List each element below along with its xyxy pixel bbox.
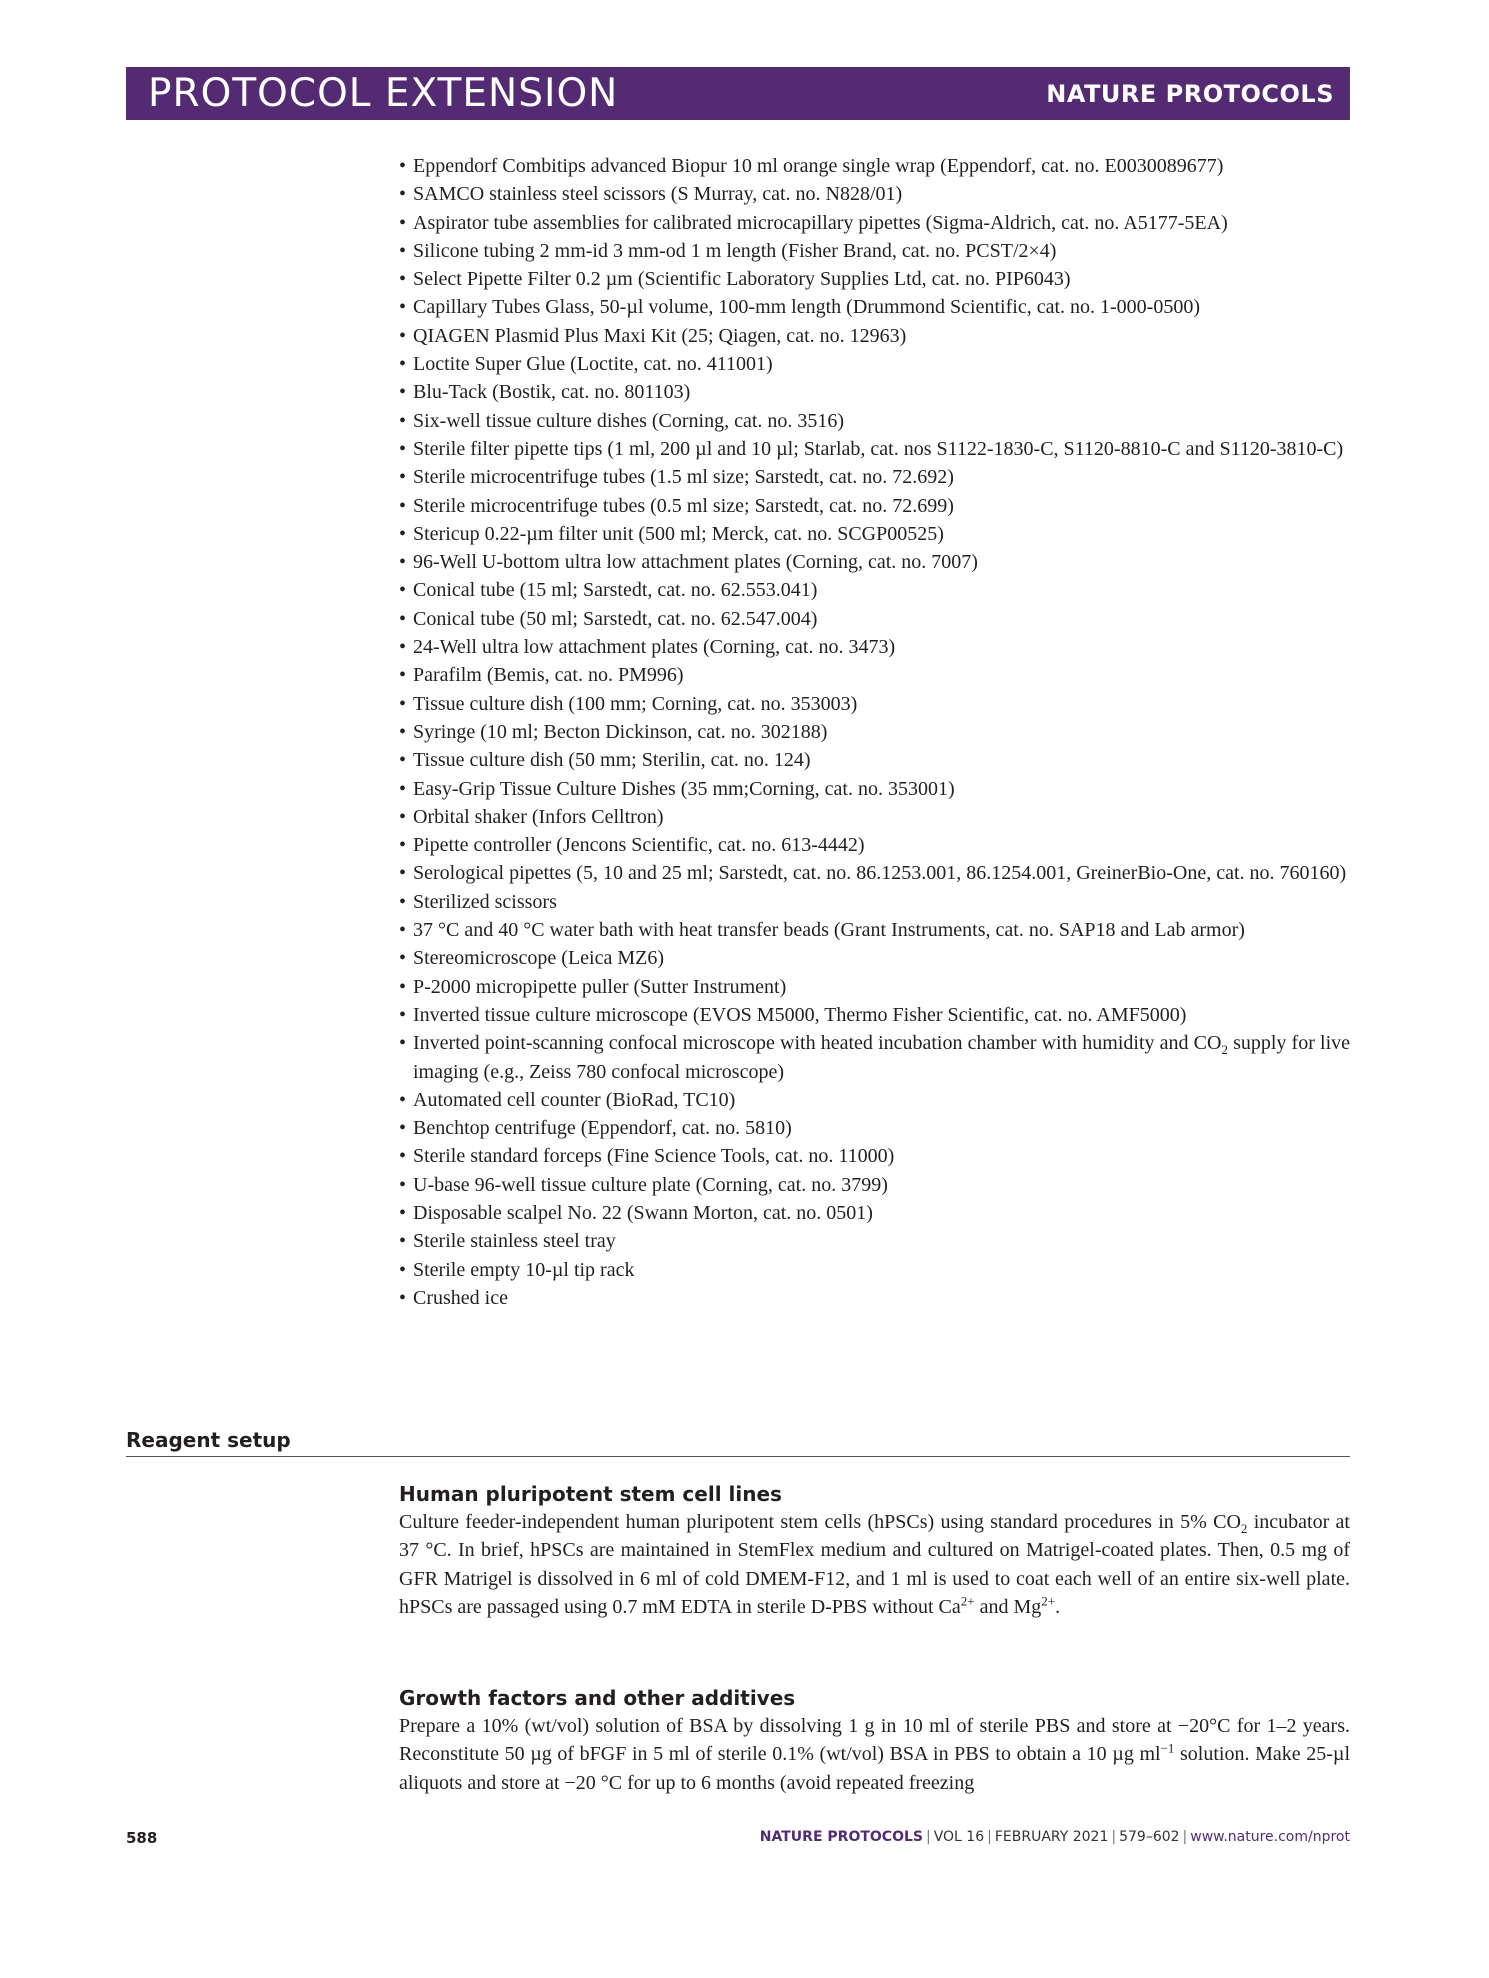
list-item: • Sterile microcentrifuge tubes (1.5 ml size; Sarstedt, cat. no. 72.692) (399, 463, 1350, 491)
superscript: 2+ (1041, 1593, 1056, 1609)
list-item: • Automated cell counter (BioRad, TC10) (399, 1086, 1350, 1114)
list-item: • Tissue culture dish (100 mm; Corning, cat. no. 353003) (399, 690, 1350, 718)
list-item: • Crushed ice (399, 1284, 1350, 1312)
list-item: • 37 °C and 40 °C water bath with heat transfer beads (Grant Instruments, cat. no. SAP18 and Lab armor) (399, 916, 1350, 944)
list-item: • P-2000 micropipette puller (Sutter Instrument) (399, 973, 1350, 1001)
paragraph-growth-factors (399, 1712, 1350, 1797)
list-item: • Blu-Tack (Bostik, cat. no. 801103) (399, 378, 1350, 406)
list-item: • Easy-Grip Tissue Culture Dishes (35 mm;Corning, cat. no. 353001) (399, 775, 1350, 803)
list-item: • Sterile microcentrifuge tubes (0.5 ml size; Sarstedt, cat. no. 72.699) (399, 492, 1350, 520)
list-item: • Benchtop centrifuge (Eppendorf, cat. no. 5810) (399, 1114, 1350, 1142)
text-run: solution. Make 25-µl aliquots and store at −20 °C for up to 6 months (avoid repeated freezing (399, 1743, 1350, 1794)
list-item: • Eppendorf Combitips advanced Biopur 10 ml orange single wrap (Eppendorf, cat. no. E0030089677) (399, 152, 1350, 180)
list-item: • Sterile stainless steel tray (399, 1227, 1350, 1255)
footer-volume: VOL 16 (933, 1829, 985, 1845)
text-run: Prepare a 10% (wt/vol) solution of BSA by dissolving 1 g in 10 ml of sterile PBS and store at −20°C for 1–2 years. Reconstitute 50 µg of bFGF in 5 ml of sterile 0.1% (wt/vol) BSA in PBS to obtain a 10 µg ml (399, 1715, 1350, 1766)
list-item: • Sterile standard forceps (Fine Science Tools, cat. no. 11000) (399, 1142, 1350, 1170)
co2-subscript: 2 (1221, 1042, 1228, 1058)
list-item: • Serological pipettes (5, 10 and 25 ml; Sarstedt, cat. no. 86.1253.001, 86.1254.001, GreinerBio-One, cat. no. 760160) (399, 859, 1350, 887)
section-type: PROTOCOL EXTENSION (148, 71, 619, 116)
list-item: • Conical tube (15 ml; Sarstedt, cat. no. 62.553.041) (399, 576, 1350, 604)
list-item: • Conical tube (50 ml; Sarstedt, cat. no. 62.547.004) (399, 605, 1350, 633)
list-item: • Aspirator tube assemblies for calibrated microcapillary pipettes (Sigma-Aldrich, cat. no. A5177-5EA) (399, 209, 1350, 237)
list-item: • Stericup 0.22-µm filter unit (500 ml; Merck, cat. no. SCGP00525) (399, 520, 1350, 548)
footer-url-link[interactable]: www.nature.com/nprot (1190, 1829, 1350, 1845)
list-item: • 96-Well U-bottom ultra low attachment plates (Corning, cat. no. 7007) (399, 548, 1350, 576)
confocal-text: Inverted point-scanning confocal microscope with heated incubation chamber with humidity and CO (413, 1032, 1222, 1055)
list-item: • Loctite Super Glue (Loctite, cat. no. 411001) (399, 350, 1350, 378)
superscript: 2+ (960, 1593, 975, 1609)
text-run: Culture feeder-independent human pluripotent stem cells (hPSCs) using standard procedures in 5% CO (399, 1511, 1241, 1533)
list-item: • Sterile empty 10-µl tip rack (399, 1256, 1350, 1284)
list-item: • Stereomicroscope (Leica MZ6) (399, 944, 1350, 972)
section-heading-reagent-setup: Reagent setup (126, 1428, 1350, 1457)
list-item: • Orbital shaker (Infors Celltron) (399, 803, 1350, 831)
journal-name: NATURE PROTOCOLS (1046, 79, 1334, 108)
text-run: incubator at 37 °C. In brief, hPSCs are maintained in StemFlex medium and cultured on Matrigel-coated plates. Then, 0.5 mg of GFR Matrigel is dissolved in 6 ml of cold DMEM-F12, and 1 ml is used to coat each well of an entire six-well plate. hPSCs are passaged using 0.7 mM EDTA in sterile D-PBS without Ca (399, 1511, 1350, 1618)
list-item: • Inverted tissue culture microscope (EVOS M5000, Thermo Fisher Scientific, cat. no. AMF5000) (399, 1001, 1350, 1029)
list-item: • Sterile filter pipette tips (1 ml, 200 µl and 10 µl; Starlab, cat. nos S1122-1830-C, S1120-8810-C and S1120-3810-C) (399, 435, 1350, 463)
list-item: • Tissue culture dish (50 mm; Sterilin, cat. no. 124) (399, 746, 1350, 774)
paragraph-hpsc (399, 1508, 1350, 1621)
text-run: and Mg (974, 1595, 1042, 1618)
list-item: • Sterilized scissors (399, 888, 1350, 916)
footer-pages: 579–602 (1119, 1829, 1180, 1845)
list-item: • SAMCO stainless steel scissors (S Murray, cat. no. N828/01) (399, 180, 1350, 208)
footer-citation (760, 1829, 1350, 1845)
list-item: • QIAGEN Plasmid Plus Maxi Kit (25; Qiagen, cat. no. 12963) (399, 322, 1350, 350)
footer-date: FEBRUARY 2021 (994, 1829, 1109, 1845)
list-item: • Silicone tubing 2 mm-id 3 mm-od 1 m length (Fisher Brand, cat. no. PCST/2×4) (399, 237, 1350, 265)
list-item: • Six-well tissue culture dishes (Corning, cat. no. 3516) (399, 407, 1350, 435)
separator: | (1182, 1829, 1188, 1845)
list-item: • Capillary Tubes Glass, 50-µl volume, 100-mm length (Drummond Scientific, cat. no. 1-000-0500) (399, 293, 1350, 321)
text-run: . (1055, 1595, 1061, 1618)
list-item: • Parafilm (Bemis, cat. no. PM996) (399, 661, 1350, 689)
subheading-hpsc: Human pluripotent stem cell lines (399, 1482, 782, 1506)
superscript: −1 (1160, 1740, 1175, 1756)
footer-journal: NATURE PROTOCOLS (759, 1829, 923, 1845)
equipment-list (399, 152, 1350, 1312)
list-item: • U-base 96-well tissue culture plate (Corning, cat. no. 3799) (399, 1171, 1350, 1199)
subscript: 2 (1240, 1521, 1248, 1536)
list-item: • Select Pipette Filter 0.2 µm (Scientific Laboratory Supplies Ltd, cat. no. PIP6043) (399, 265, 1350, 293)
separator: | (987, 1829, 992, 1845)
separator: | (1111, 1829, 1117, 1845)
list-item: • Syringe (10 ml; Becton Dickinson, cat. no. 302188) (399, 718, 1350, 746)
list-item: • Pipette controller (Jencons Scientific, cat. no. 613-4442) (399, 831, 1350, 859)
header-banner (126, 67, 1350, 120)
page-number: 588 (126, 1829, 158, 1847)
list-item: • 24-Well ultra low attachment plates (Corning, cat. no. 3473) (399, 633, 1350, 661)
confocal-tail: supply for live imaging (e.g., Zeiss 780 confocal microscope) (413, 1032, 1350, 1083)
list-item-confocal (399, 1029, 1350, 1086)
list-item: • Disposable scalpel No. 22 (Swann Morton, cat. no. 0501) (399, 1199, 1350, 1227)
subheading-growth-factors: Growth factors and other additives (399, 1686, 796, 1710)
separator: | (925, 1829, 931, 1845)
